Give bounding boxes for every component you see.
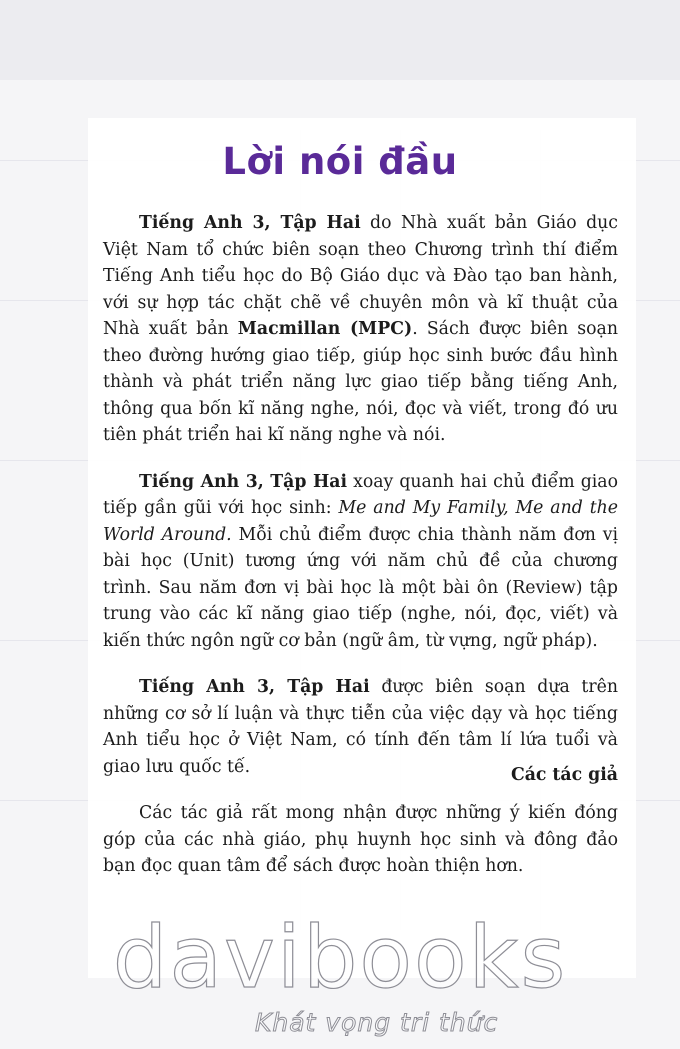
preface-body [103, 210, 618, 900]
paragraph-text: xoay quanh hai chủ điểm giao tiếp gần gũi với học sinh: [103, 471, 618, 518]
paragraph-text: Các tác giả rất mong nhận được những ý kiến đóng góp của các nhà giáo, phụ huynh học sinh và đông đảo bạn đọc quan tâm để sách được hoàn thiện hơn. [103, 803, 618, 876]
book-title: Tiếng Anh 3, Tập Hai [139, 471, 348, 492]
paragraph-text: do Nhà xuất bản Giáo dục Việt Nam tổ chức biên soạn theo Chương trình thí điểm Tiếng Anh tiểu học do Bộ Giáo dục và Đào tạo ban hành, với sự hợp tác chặt chẽ về chuyên môn và kĩ thuật của Nhà xuất bản [103, 213, 618, 339]
background-header-band [0, 0, 680, 80]
paragraph-2 [103, 469, 618, 655]
book-title: Tiếng Anh 3, Tập Hai [139, 677, 370, 697]
paragraph-4 [103, 800, 618, 880]
authors-signature: Các tác giả [510, 765, 618, 785]
watermark-brand: davibooks [112, 908, 568, 1008]
paragraph-text: . Sách được biên soạn theo đường hướng giao tiếp, giúp học sinh bước đầu hình thành và phát triển năng lực giao tiếp bằng tiếng Anh, thông qua bốn kĩ năng nghe, nói, đọc và viết, trong đó ưu tiên phát triển hai kĩ năng nghe và nói. [103, 319, 618, 445]
paragraph-text: Mỗi chủ điểm được chia thành năm đơn vị bài học (Unit) tương ứng với năm chủ đề của chương trình. Sau năm đơn vị bài học là một bài ôn (Review) tập trung vào các kĩ năng giao tiếp (nghe, nói, đọc, viết) và kiến thức ngôn ngữ cơ bản (ngữ âm, từ vựng, ngữ pháp). [103, 524, 618, 651]
book-title: Tiếng Anh 3, Tập Hai [139, 213, 361, 233]
paragraph-text: được biên soạn dựa trên những cơ sở lí luận và thực tiễn của việc dạy và học tiếng Anh tiểu học ở Việt Nam, có tính đến tâm lí lứa tuổi và giao lưu quốc tế. [103, 677, 618, 777]
theme-names: Me and My Family, Me and the World Around. [103, 498, 618, 545]
paragraph-1 [103, 210, 618, 449]
page-title: Lời nói đầu [222, 140, 458, 183]
publisher-name: Macmillan (MPC) [237, 319, 413, 339]
watermark-tagline: Khát vọng tri thức [255, 1008, 499, 1037]
